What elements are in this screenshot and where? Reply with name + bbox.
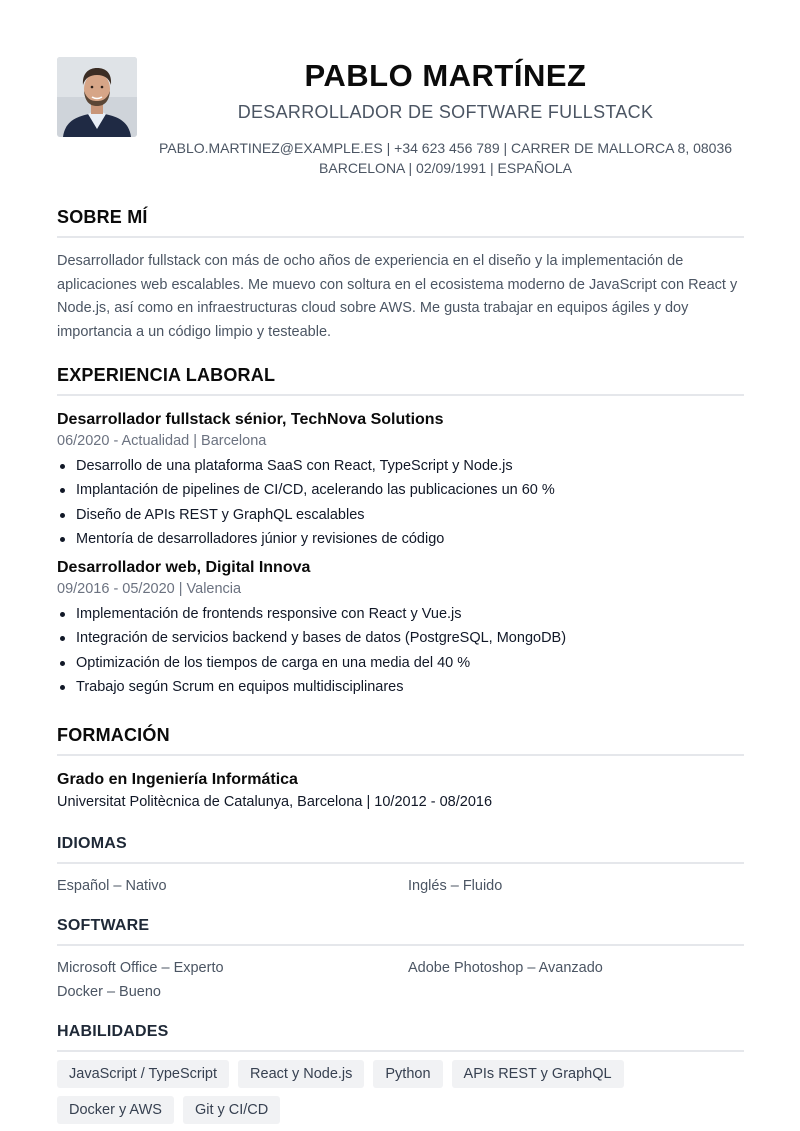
resume-page xyxy=(57,0,744,1131)
software-section xyxy=(57,915,744,1004)
list-item: Integración de servicios backend y bases de datos (PostgreSQL, MongoDB) xyxy=(57,626,744,650)
job-entry-title: Desarrollador fullstack sénior, TechNova Solutions xyxy=(57,411,444,428)
education-section xyxy=(57,724,744,813)
candidate-name: PABLO MARTÍNEZ xyxy=(304,58,587,93)
skill-tag: JavaScript / TypeScript xyxy=(57,1060,229,1088)
person-photo-icon xyxy=(57,57,137,137)
list-item: Mentoría de desarrolladores júnior y revisiones de código xyxy=(57,527,744,551)
list-item: Adobe Photoshop – Avanzado xyxy=(408,960,603,976)
job-entry-title: Desarrollador web, Digital Innova xyxy=(57,559,311,577)
section-heading: FORMACIÓN xyxy=(57,724,744,756)
list-item: Microsoft Office – Experto xyxy=(57,960,224,976)
degree-meta: Universitat Politècnica de Catalunya, Barcelona | 10/2012 - 08/2016 xyxy=(57,794,493,810)
job-title: DESARROLLADOR DE SOFTWARE FULLSTACK xyxy=(237,102,654,122)
skill-tag: Git y CI/CD xyxy=(183,1096,280,1124)
degree-title: Grado en Ingeniería Informática xyxy=(57,771,298,788)
section-heading: IDIOMAS xyxy=(57,833,744,864)
skills-list xyxy=(57,1060,744,1124)
section-heading: EXPERIENCIA LABORAL xyxy=(57,364,744,396)
list-item: Diseño de APIs REST y GraphQL escalables xyxy=(57,503,744,527)
languages-list xyxy=(57,874,744,898)
list-item: Implantación de pipelines de CI/CD, acelerando las publicaciones un 60 % xyxy=(57,478,744,502)
list-item: Desarrollo de una plataforma SaaS con React, TypeScript y Node.js xyxy=(57,454,744,478)
software-list xyxy=(57,956,744,1004)
contact-line: BARCELONA | 02/09/1991 | ESPAÑOLA xyxy=(319,160,572,176)
contact-line: PABLO.MARTINEZ@EXAMPLE.ES | +34 623 456 789 | CARRER DE MALLORCA 8, 08036 xyxy=(158,140,733,156)
skills-section xyxy=(57,1021,744,1124)
profile-photo xyxy=(57,57,137,137)
job-entry xyxy=(57,409,744,551)
job-bullets xyxy=(57,602,744,699)
list-item: Optimización de los tiempos de carga en una media del 40 % xyxy=(57,651,744,675)
list-item: Trabajo según Scrum en equipos multidisciplinares xyxy=(57,675,744,699)
experience-section xyxy=(57,364,744,699)
list-item: Inglés – Fluido xyxy=(408,878,503,894)
section-heading: HABILIDADES xyxy=(57,1021,744,1052)
section-heading: SOFTWARE xyxy=(57,915,744,946)
job-entry-meta: 09/2016 - 05/2020 | Valencia xyxy=(57,581,242,598)
section-heading: SOBRE MÍ xyxy=(57,206,744,238)
skill-tag: Docker y AWS xyxy=(57,1096,174,1124)
about-text: Desarrollador fullstack con más de ocho años de experiencia en el diseño y la implementación de aplicaciones web escalables. Me muevo con soltura en el ecosistema moderno de JavaScript con React y Node.js, así como en infraestructuras cloud sobre AWS. Me gusta trabajar en equipos ágiles y doy importancia a un código limpio y testeable. xyxy=(57,253,738,340)
about-section xyxy=(57,206,744,344)
skill-tag: React y Node.js xyxy=(238,1060,364,1088)
list-item: Docker – Bueno xyxy=(57,984,161,1000)
list-item: Implementación de frontends responsive con React y Vue.js xyxy=(57,602,744,626)
languages-section xyxy=(57,833,744,898)
contact-info xyxy=(147,138,744,178)
skill-tag: APIs REST y GraphQL xyxy=(452,1060,624,1088)
job-entry-meta: 06/2020 - Actualidad | Barcelona xyxy=(57,433,267,449)
list-item: Español – Nativo xyxy=(57,878,167,894)
resume-header xyxy=(147,56,744,178)
job-entry xyxy=(57,557,744,699)
job-bullets xyxy=(57,454,744,551)
skill-tag: Python xyxy=(373,1060,442,1088)
